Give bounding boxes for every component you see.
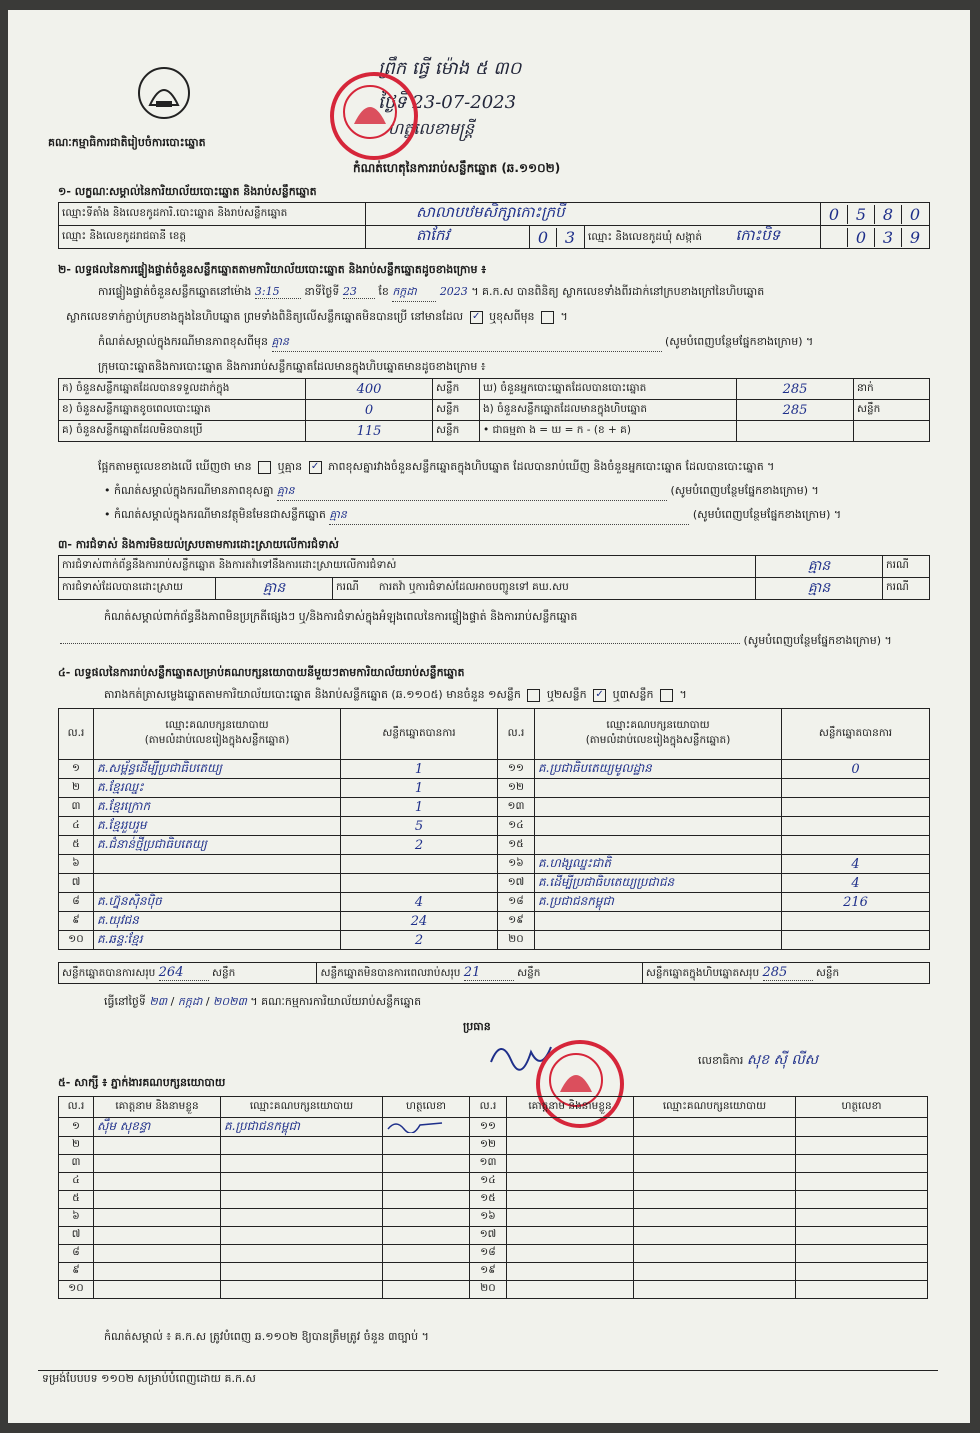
commune-code: 0 3 9 xyxy=(821,226,930,249)
bullet-object: • កំណត់សម្គាល់ក្នុងករណីមានវត្ថុមិនមែនជាសន្លឹកឆ្នោត គ្មាន (សូមបំពេញបន្ថែមផ្នែកខាងក្រោម) ។ xyxy=(104,508,841,525)
witness-name xyxy=(94,1155,221,1173)
objection-value: គ្មាន xyxy=(756,556,883,578)
secretary: លេខាធិការ សុខ ស៊ី លីស xyxy=(698,1052,818,1068)
party-name: គ.ដើម្បីប្រជាធិបតេយ្យប្រជាជន xyxy=(535,874,782,893)
witness-signature xyxy=(796,1263,928,1281)
forwarded-value: គ្មាន xyxy=(756,578,883,600)
section4-sub: តារាងកត់ត្រាសម្លេងឆ្នោតតាមការិយាល័យបោះឆ្នោត និងរាប់សន្លឹកឆ្នោត (ឆ.១១០៥) មានចំនួន ១សន្លឹក ឬ២សន្លឹក ✓ ឬ៣សន្លឹក ។ xyxy=(104,688,687,701)
table-row xyxy=(59,817,930,836)
party-votes: 24 xyxy=(341,912,498,931)
table-row xyxy=(59,1137,928,1155)
witness-signature xyxy=(796,1245,928,1263)
witness-no: ១៣ xyxy=(470,1155,507,1173)
sign-month: កក្កដា xyxy=(177,995,203,1008)
count-label-2: • ជាធម្មតា ង = ឃ = ក - (ខ + គ) xyxy=(480,421,737,442)
party-name: គ.ជំនាន់ថ្មីប្រជាធិបតេយ្យ xyxy=(94,836,341,855)
witness-name: ស៊ឹម សុខន្ធា xyxy=(94,1118,221,1137)
witness-party: គ.ប្រជាជនកម្ពុជា xyxy=(221,1118,383,1137)
section3-note-line: (សូមបំពេញបន្ថែមផ្នែកខាងក្រោម) ។ xyxy=(60,634,892,650)
witness-no: ១ xyxy=(59,1118,94,1137)
objection-label: ការជំទាស់ពាក់ព័ន្ធនឹងការរាប់សន្លឹកឆ្នោត និងការតវ៉ាទៅនឹងការដោះស្រាយលើការជំទាស់ xyxy=(59,556,756,578)
witness-name xyxy=(507,1227,634,1245)
witness-name xyxy=(94,1281,221,1299)
party-no: ៣ xyxy=(59,798,94,817)
party-no: ១៤ xyxy=(498,817,535,836)
witness-no: ១២ xyxy=(470,1137,507,1155)
bullet-object-value: គ្មាន xyxy=(329,508,689,525)
objection-table: ការជំទាស់ពាក់ព័ន្ធនឹងការរាប់សន្លឹកឆ្នោត និងការតវ៉ាទៅនឹងការដោះស្រាយលើការជំទាស់ គ្មាន ករណី ការជំទាស់ដែលបានដោះស្រាយ គ្មាន ករណី ការតវ៉ា ឬការជំទាស់ដែលអាចបញ្ជូនទៅ គឃ.សប គ្មាន ករណី xyxy=(58,555,930,600)
party-votes xyxy=(341,855,498,874)
witness-no: ២០ xyxy=(470,1281,507,1299)
received-line-3: ហត្ថលេខាមន្ត្រី xyxy=(388,119,475,138)
total-valid: 264 xyxy=(159,965,209,981)
witness-signature xyxy=(383,1155,470,1173)
witness-party xyxy=(634,1209,796,1227)
witness-no: ១៦ xyxy=(470,1209,507,1227)
witness-name xyxy=(507,1263,634,1281)
check-time: 3:15 xyxy=(255,285,301,299)
received-line-2: ថ្ងៃទី 23-07-2023 xyxy=(378,92,517,113)
party-name: គ.ប្រជាជនកម្ពុជា xyxy=(535,893,782,912)
section2-line2: ស្លាកលេខទាក់ភ្ជាប់ក្របខាងក្នុងនៃហិបឆ្នោត ព្រមទាំងពិនិត្យលើសន្លឹកឆ្នោតមិនបានប្រើ នៅមានដែល ✓ ឬខុសពីមុន ។ xyxy=(66,310,568,323)
party-no: ១ xyxy=(59,760,94,779)
party-votes xyxy=(341,874,498,893)
bullet-diff: • កំណត់សម្គាល់ក្នុងករណីមានភាពខុសគ្នា គ្មាន (សូមបំពេញបន្ថែមផ្នែកខាងក្រោម) ។ xyxy=(104,484,819,501)
witness-signature xyxy=(796,1155,928,1173)
table-row xyxy=(59,893,930,912)
official-stamp-top xyxy=(330,72,418,160)
party-name: គ.ខ្មែររួបរួម xyxy=(94,817,341,836)
count-table xyxy=(58,378,930,442)
witness-no: ១០ xyxy=(59,1281,94,1299)
section3-title: ៣- ការជំទាស់ និងការមិនយល់ស្របតាមការដោះស្រាយលើការជំទាស់ xyxy=(58,538,339,551)
witness-no: ១៤ xyxy=(470,1173,507,1191)
sheet3-checkbox[interactable] xyxy=(660,689,673,702)
party-name xyxy=(535,798,782,817)
witness-no: ៣ xyxy=(59,1155,94,1173)
witness-no: ៩ xyxy=(59,1263,94,1281)
witness-no: ២ xyxy=(59,1137,94,1155)
totals-row: សន្លឹកឆ្នោតបានការសរុប 264 សន្លឹក សន្លឹកឆ្នោតមិនបានការពេលរាប់សរុប 21 សន្លឹក សន្លឹកឆ្នោតក្នុងហិបឆ្នោតសរុប 285 សន្លឹក xyxy=(58,962,930,984)
table-row xyxy=(59,1118,928,1137)
witness-party xyxy=(221,1263,383,1281)
table-row xyxy=(59,1191,928,1209)
party-no: ៤ xyxy=(59,817,94,836)
witness-name xyxy=(94,1137,221,1155)
table-row xyxy=(59,1155,928,1173)
count-label: ខ) ចំនួនសន្លឹកឆ្នោតខូចពេលបោះឆ្នោត xyxy=(59,400,306,421)
witness-party xyxy=(634,1155,796,1173)
note-value: គ្មាន xyxy=(272,335,662,352)
count-value: 400 xyxy=(306,379,433,400)
secretary-name: សុខ ស៊ី លីស xyxy=(746,1052,818,1068)
witness-party xyxy=(221,1137,383,1155)
witness-name xyxy=(507,1209,634,1227)
witness-name xyxy=(94,1209,221,1227)
section1-table xyxy=(58,202,930,249)
nec-emblem xyxy=(136,65,192,125)
party-name: គ.ប្រជាធិបតេយ្យមូលដ្ឋាន xyxy=(535,760,782,779)
section2-intro: ក្រុមបោះឆ្នោតនិងការបោះឆ្នោត និងការរាប់សន្លឹកឆ្នោតដែលមានក្នុងហិបឆ្នោតមានដូចខាងក្រោម ៖ xyxy=(98,360,486,373)
witness-party xyxy=(634,1227,796,1245)
witness-name xyxy=(94,1173,221,1191)
party-name: គ.ហង្សឈ្នះជាតិ xyxy=(535,855,782,874)
count-value-2: 285 xyxy=(737,400,854,421)
witness-no: ១៨ xyxy=(470,1245,507,1263)
party-no: ១១ xyxy=(498,760,535,779)
table-row xyxy=(59,779,930,798)
table-row xyxy=(59,1227,928,1245)
count-label: ក) ចំនួនសន្លឹកឆ្នោតដែលបានទទួលដាក់ក្នុង xyxy=(59,379,306,400)
count-row: ខ) ចំនួនសន្លឹកឆ្នោតខូចពេលបោះឆ្នោត 0 សន្លឹក ង) ចំនួនសន្លឹកឆ្នោតដែលមានក្នុងហិបឆ្នោត 285 សន្លឹក xyxy=(59,400,930,421)
party-no: ១៧ xyxy=(498,874,535,893)
commune-cell xyxy=(585,226,821,249)
witness-name xyxy=(507,1281,634,1299)
witness-no: ១៩ xyxy=(470,1263,507,1281)
resolved-label: ការជំទាស់ដែលបានដោះស្រាយ xyxy=(59,578,216,600)
party-votes xyxy=(782,931,930,950)
diff-no-checkbox[interactable]: ✓ xyxy=(309,461,322,474)
witness-party xyxy=(634,1118,796,1137)
party-votes: 1 xyxy=(341,798,498,817)
witness-party xyxy=(221,1191,383,1209)
forwarded-label: ការតវ៉ា ឬការជំទាស់ដែលអាចបញ្ជូនទៅ គឃ.សប xyxy=(378,581,569,593)
witness-signature xyxy=(796,1173,928,1191)
diff-line: ផ្អែកតាមតួលេខខាងលើ ឃើញថា មាន ឬគ្មាន ✓ ភាពខុសគ្នារវាងចំនួនសន្លឹកឆ្នោតក្នុងហិបឆ្នោត ដែលបានរាប់ឃើញ និងចំនួនអ្នកបោះឆ្នោត ដែលបានបោះឆ្នោត ។ xyxy=(98,460,775,473)
party-votes: 4 xyxy=(782,855,930,874)
province-value: តាកែវ xyxy=(366,226,530,249)
witness-name xyxy=(507,1118,634,1137)
witness-party xyxy=(634,1191,796,1209)
party-no: ១៣ xyxy=(498,798,535,817)
section2-line1: ការផ្ទៀងផ្ទាត់ចំនួនសន្លឹកឆ្នោតនៅម៉ោង 3:15 នាទីថ្ងៃទី 23 ខែ កក្កដា 2023 ។ គ.ក.ស បានពិនិត្យ ស្លាកលេខទាំងពីរដាក់នៅក្របខាងក្រៅនៃហិបឆ្នោត xyxy=(98,285,938,302)
footer-rule xyxy=(38,1370,938,1371)
section3-note: កំណត់សម្គាល់ពាក់ព័ន្ធនឹងភាពមិនប្រក្រតីផ្សេងៗ ឬ/និងការជំទាស់ក្នុងអំឡុងពេលនៃការផ្ទៀងផ្ទាត់ និងការរាប់សន្លឹកឆ្នោត xyxy=(104,610,578,623)
footer: ទម្រង់បែបបទ ១១០២ សម្រាប់បំពេញដោយ គ.ក.ស xyxy=(42,1372,256,1385)
table-row xyxy=(59,1245,928,1263)
count-value-2: 285 xyxy=(737,379,854,400)
witness-party xyxy=(221,1245,383,1263)
witness-party xyxy=(634,1245,796,1263)
party-no: ៦ xyxy=(59,855,94,874)
form-title: កំណត់ហេតុនៃការរាប់សន្លឹកឆ្នោត (ឆ.១១០២) xyxy=(353,161,561,175)
party-name xyxy=(535,931,782,950)
witness-party xyxy=(634,1173,796,1191)
witness-no: ៥ xyxy=(59,1191,94,1209)
party-votes: 216 xyxy=(782,893,930,912)
witness-name xyxy=(507,1173,634,1191)
party-name xyxy=(535,912,782,931)
witness-signature xyxy=(383,1118,470,1137)
results-table: ល.រ ឈ្មោះគណបក្សនយោបាយ (តាមលំដាប់លេខរៀងក្នុងសន្លឹកឆ្នោត) សន្លឹកឆ្នោតបានការ ល.រ ឈ្មោះគណបក្សនយោបាយ (តាមលំដាប់លេខរៀងក្នុងសន្លឹកឆ្នោត) សន្លឹកឆ្នោតបានការ ១ គ.សម្ព័ន្ធដើម្បីប្រជាធិបតេយ្យ 1 ១១ គ.ប្រជាធិបតេយ្យមូលដ្ឋាន 0 ២ គ.ខ្មែរឈ្នះ 1 ១២ ៣ គ.ខ្មែរក្រោក 1 ១៣ ៤ គ.ខ្មែររួបរួម 5 ១៤ ៥ គ.ជំនាន់ថ្មីប្រជាធិបតេយ្យ 2 ១៥ ៦ ១៦ គ.ហង្សឈ្នះជាតិ 4 ៧ ១៧ គ.ដើម្បីប្រជាធិបតេយ្យប្រជាជន 4 ៨ គ.ហ្វ៊ុនស៊ិនប៉ិច 4 ១៨ គ.ប្រជាជនកម្ពុជា 216 ៩ គ.យុវជន 24 ១៩ ១០ គ.ឆន្ទៈខ្មែរ 2 ២០ xyxy=(58,708,930,950)
province-code: 0 3 xyxy=(530,226,585,249)
witness-name xyxy=(507,1137,634,1155)
different-checkbox[interactable] xyxy=(541,311,554,324)
witness-party xyxy=(634,1137,796,1155)
check-month: កក្កដា xyxy=(392,285,436,302)
witness-no: ១៥ xyxy=(470,1191,507,1209)
check-year: 2023 xyxy=(439,285,468,298)
witness-signature xyxy=(383,1227,470,1245)
table-row xyxy=(59,912,930,931)
party-no: ១៥ xyxy=(498,836,535,855)
witness-no: ៦ xyxy=(59,1209,94,1227)
signing-date: ធ្វើនៅថ្ងៃទី ២៣ / កក្កដា / ២០២៣ ។ គណៈកម្មការការិយាល័យរាប់សន្លឹកឆ្នោត xyxy=(104,995,422,1008)
party-no: ១៩ xyxy=(498,912,535,931)
witness-signature xyxy=(383,1263,470,1281)
party-votes: 0 xyxy=(782,760,930,779)
table-row xyxy=(59,836,930,855)
resolved-value: គ្មាន xyxy=(216,578,333,600)
stamp-emblem-icon xyxy=(330,72,410,152)
location-code: 0 5 8 0 xyxy=(821,203,930,226)
witness-signature xyxy=(796,1281,928,1299)
table-row xyxy=(59,931,930,950)
witness-name xyxy=(507,1245,634,1263)
witness-table: ល.រ គោត្តនាម និងនាមខ្លួន ឈ្មោះគណបក្សនយោបាយ ហត្ថលេខា ល.រ គោត្តនាម និងនាមខ្លួន ឈ្មោះគណបក្សនយោបាយ ហត្ថលេខា ១ ស៊ឹម សុខន្ធា គ.ប្រជាជនកម្ពុជា ១១ ២ ១២ ៣ ១៣ ៤ ១៤ ៥ ១៥ ៦ ១៦ ៧ ១៧ ៨ ១៨ ៩ ១៩ ១០ ២០ xyxy=(58,1096,928,1299)
party-votes: 4 xyxy=(782,874,930,893)
party-votes xyxy=(782,779,930,798)
party-no: ៩ xyxy=(59,912,94,931)
footnote: កំណត់សម្គាល់ ៖ គ.ក.ស ត្រូវបំពេញ ឆ.១១០២ ឱ្យបានត្រឹមត្រូវ ចំនួន ៣ច្បាប់ ។ xyxy=(104,1330,429,1343)
count-value: 115 xyxy=(306,421,433,442)
party-votes: 2 xyxy=(341,931,498,950)
witness-no: ៤ xyxy=(59,1173,94,1191)
count-label-2: ឃ) ចំនួនអ្នកបោះឆ្នោតដែលបានបោះឆ្នោត xyxy=(480,379,737,400)
witness-signature xyxy=(796,1137,928,1155)
commune-value: កោះបិទ xyxy=(735,226,781,244)
witness-no: ១១ xyxy=(470,1118,507,1137)
party-name: គ.សម្ព័ន្ធដើម្បីប្រជាធិបតេយ្យ xyxy=(94,760,341,779)
chair-label: ប្រធាន xyxy=(463,1020,491,1033)
party-votes: 4 xyxy=(341,893,498,912)
location-value: សាលាបឋមសិក្សាកោះក្របី xyxy=(366,203,821,226)
count-value-2 xyxy=(737,421,854,442)
same-checkbox[interactable]: ✓ xyxy=(470,311,483,324)
witness-party xyxy=(221,1173,383,1191)
witness-signature xyxy=(796,1209,928,1227)
table-row xyxy=(59,1281,928,1299)
party-votes xyxy=(782,836,930,855)
party-name xyxy=(535,836,782,855)
witness-party xyxy=(634,1263,796,1281)
party-votes: 5 xyxy=(341,817,498,836)
party-no: ២ xyxy=(59,779,94,798)
party-no: ១២ xyxy=(498,779,535,798)
witness-name xyxy=(94,1263,221,1281)
witness-no: ១៧ xyxy=(470,1227,507,1245)
section2-title: ២- លទ្ធផលនៃការផ្ទៀងផ្ទាត់ចំនួនសន្លឹកឆ្នោតតាមការិយាល័យបោះឆ្នោត និងរាប់សន្លឹកឆ្នោតដូចខាងក្រោម ៖ xyxy=(58,263,487,276)
party-votes: 1 xyxy=(341,779,498,798)
witness-signature xyxy=(383,1281,470,1299)
received-line-1: ព្រឹក ធ្វើ ម៉ោង ៥ ៣០ xyxy=(378,58,522,79)
province-label: ឈ្មោះ និងលេខកូដរាជធានី ខេត្ត xyxy=(59,226,366,249)
party-name: គ.ខ្មែរឈ្នះ xyxy=(94,779,341,798)
party-name: គ.យុវជន xyxy=(94,912,341,931)
witness-name xyxy=(507,1191,634,1209)
party-no: ៥ xyxy=(59,836,94,855)
table-row xyxy=(59,798,930,817)
witness-signature xyxy=(383,1209,470,1227)
party-no: ២០ xyxy=(498,931,535,950)
party-votes xyxy=(782,798,930,817)
table-row xyxy=(59,1173,928,1191)
form-page xyxy=(8,10,970,1423)
witness-name xyxy=(507,1155,634,1173)
total-ballots: 285 xyxy=(763,965,813,981)
witness-signature xyxy=(796,1118,928,1137)
party-no: ១៦ xyxy=(498,855,535,874)
witness-name xyxy=(94,1245,221,1263)
party-name xyxy=(535,779,782,798)
table-row xyxy=(59,855,930,874)
sign-day: ២៣ xyxy=(149,995,168,1008)
witness-party xyxy=(634,1281,796,1299)
witness-party xyxy=(221,1281,383,1299)
table-row xyxy=(59,874,930,893)
witness-signature xyxy=(383,1191,470,1209)
check-day: 23 xyxy=(343,285,375,299)
witness-party xyxy=(221,1209,383,1227)
total-invalid: 21 xyxy=(464,965,514,981)
witness-no: ៨ xyxy=(59,1245,94,1263)
witness-signature xyxy=(796,1227,928,1245)
party-name: គ.ហ្វ៊ុនស៊ិនប៉ិច xyxy=(94,893,341,912)
bullet-diff-value: គ្មាន xyxy=(277,484,667,501)
sign-year: ២០២៣ xyxy=(213,995,247,1008)
party-name xyxy=(535,817,782,836)
emblem-icon xyxy=(136,65,192,121)
count-label: គ) ចំនួនសន្លឹកឆ្នោតដែលមិនបានប្រើ xyxy=(59,421,306,442)
witness-name xyxy=(94,1227,221,1245)
table-row xyxy=(59,760,930,779)
witness-signature xyxy=(383,1137,470,1155)
location-label: ឈ្មោះទីតាំង និងលេខកូដការិ.បោះឆ្នោត និងរាប់សន្លឹកឆ្នោត xyxy=(59,203,366,226)
section4-title: ៤- លទ្ធផលនៃការរាប់សន្លឹកឆ្នោតសម្រាប់គណបក្សនយោបាយនីមួយៗតាមការិយាល័យរាប់សន្លឹកឆ្នោត xyxy=(58,666,465,679)
party-votes: 2 xyxy=(341,836,498,855)
count-label-2: ង) ចំនួនសន្លឹកឆ្នោតដែលមានក្នុងហិបឆ្នោត xyxy=(480,400,737,421)
party-name xyxy=(94,874,341,893)
party-votes xyxy=(782,912,930,931)
diff-yes-checkbox[interactable] xyxy=(258,461,271,474)
table-row xyxy=(59,1209,928,1227)
party-name xyxy=(94,855,341,874)
party-name: គ.ឆន្ទៈខ្មែរ xyxy=(94,931,341,950)
party-no: ១៨ xyxy=(498,893,535,912)
count-row: គ) ចំនួនសន្លឹកឆ្នោតដែលមិនបានប្រើ 115 សន្លឹក • ជាធម្មតា ង = ឃ = ក - (ខ + គ) xyxy=(59,421,930,442)
witness-party xyxy=(221,1227,383,1245)
witness-signature xyxy=(796,1191,928,1209)
witness-name xyxy=(94,1191,221,1209)
party-no: ៧ xyxy=(59,874,94,893)
table-row xyxy=(59,1263,928,1281)
party-name: គ.ខ្មែរក្រោក xyxy=(94,798,341,817)
witness-party xyxy=(221,1155,383,1173)
section5-title: ៥- សាក្សី ៖ ភ្នាក់ងារគណបក្សនយោបាយ xyxy=(58,1076,226,1089)
signature-icon xyxy=(386,1119,446,1133)
count-value: 0 xyxy=(306,400,433,421)
party-no: ១០ xyxy=(59,931,94,950)
sheet1-checkbox[interactable] xyxy=(527,689,540,702)
commune-label: ឈ្មោះ និងលេខកូដឃុំ សង្កាត់ xyxy=(588,231,703,243)
org-name: គណៈកម្មាធិការជាតិរៀបចំការបោះឆ្នោត xyxy=(48,136,206,149)
count-row: ក) ចំនួនសន្លឹកឆ្នោតដែលបានទទួលដាក់ក្នុង 400 សន្លឹក ឃ) ចំនួនអ្នកបោះឆ្នោតដែលបានបោះឆ្នោត 285 នាក់ xyxy=(59,379,930,400)
witness-signature xyxy=(383,1245,470,1263)
witness-signature xyxy=(383,1173,470,1191)
witness-no: ៧ xyxy=(59,1227,94,1245)
party-no: ៨ xyxy=(59,893,94,912)
sheet2-checkbox[interactable]: ✓ xyxy=(593,689,606,702)
party-votes xyxy=(782,817,930,836)
party-votes: 1 xyxy=(341,760,498,779)
section1-title: ១- លក្ខណៈសម្គាល់នៃការិយាល័យបោះឆ្នោត និងរាប់សន្លឹកឆ្នោត xyxy=(58,185,317,198)
section2-note: កំណត់សម្គាល់ក្នុងករណីមានភាពខុសពីមុន គ្មាន (សូមបំពេញបន្ថែមផ្នែកខាងក្រោម) ។ xyxy=(98,335,813,352)
